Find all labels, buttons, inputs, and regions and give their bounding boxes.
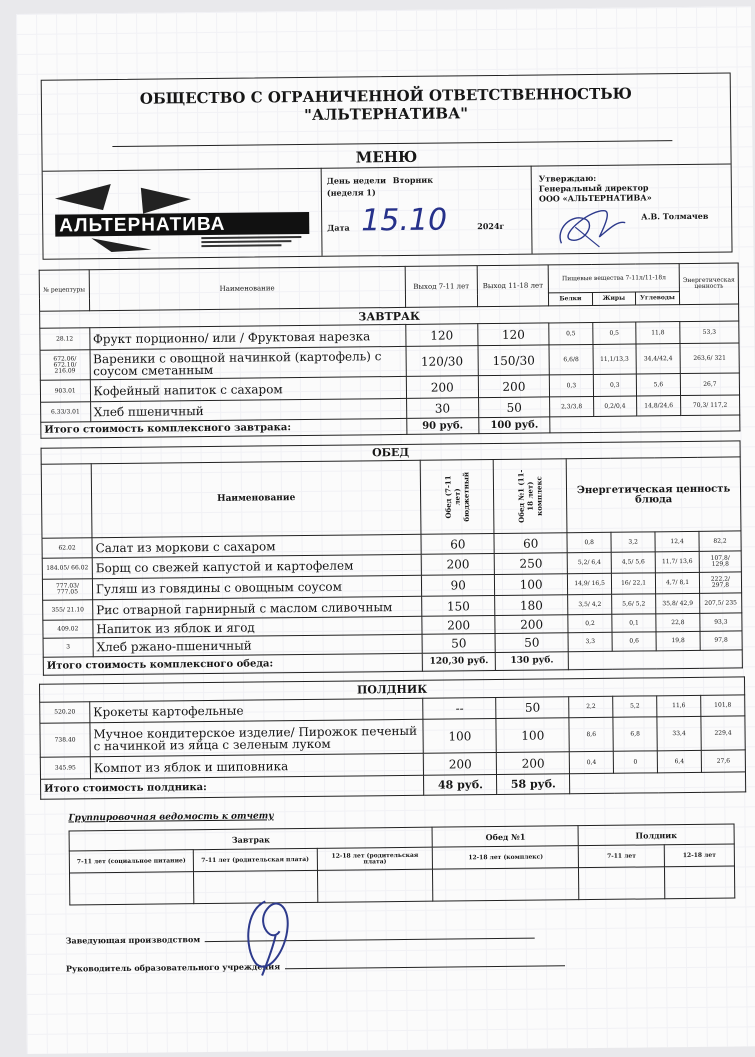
- energy: 263,6/ 321: [680, 343, 739, 374]
- year-value: 2024г: [477, 220, 505, 232]
- organization-name: [42, 84, 730, 127]
- group-snack: Полдник: [578, 824, 734, 846]
- approve-line-3: ООО «АЛЬТЕРНАТИВА»: [538, 192, 652, 204]
- proteins: 0,8: [567, 532, 611, 552]
- output-11-18: 50: [495, 633, 568, 653]
- proteins: 0,2: [568, 614, 612, 632]
- signature-underline: [285, 965, 565, 969]
- col-energy: Энергетическая ценность: [679, 263, 738, 305]
- carbs: 11,6: [657, 695, 701, 716]
- col-report-5: 7-11 лет: [578, 845, 664, 868]
- energy: 26,7: [680, 373, 739, 396]
- col-output-11-18: Выход 11-18 лет: [477, 265, 549, 307]
- date-label: Дата: [327, 222, 350, 233]
- dish-name: Хлеб пшеничный: [90, 398, 407, 421]
- carbs: 34,4/42,4: [636, 344, 680, 374]
- dish-name: Крокеты картофельные: [90, 698, 424, 722]
- output-7-11: 90: [422, 575, 495, 597]
- col-report-4: 12-18 лет (комплекс): [433, 846, 579, 870]
- approve-line-1: Утверждаю:: [538, 172, 597, 184]
- energy: 229,4: [701, 716, 745, 750]
- recipe-code: 3: [43, 638, 93, 658]
- output-7-11: 100: [423, 719, 496, 754]
- col-energy: Энергетическая ценность блюда: [566, 457, 741, 533]
- carbs: 11,8: [636, 322, 680, 344]
- col-report-3: 12-18 лет (родительская плата): [317, 847, 433, 870]
- output-11-18: 200: [495, 615, 568, 634]
- dish-name: Борщ со свежей капустой и картофелем: [92, 554, 421, 578]
- output-11-18: 100: [496, 718, 569, 753]
- col-name: Наименование: [91, 460, 421, 537]
- output-11-18: 250: [494, 553, 567, 575]
- divider: [531, 166, 533, 254]
- col-carbs: Углеводы: [636, 292, 680, 305]
- recipe-code: 520.20: [40, 702, 90, 724]
- page-title: МЕНЮ: [355, 147, 418, 167]
- section-breakfast: ЗАВТРАК: [40, 304, 739, 328]
- empty-cell: [568, 650, 742, 670]
- report-title: Группировочная ведомость к отчету: [68, 811, 274, 824]
- energy: 82,2: [699, 531, 741, 551]
- output-7-11: 60: [421, 534, 494, 555]
- dish-name: Фрукт порционно/ или / Фруктовая нарезка: [89, 324, 406, 349]
- total-11-18: 58 руб.: [497, 774, 570, 795]
- output-11-18: 200: [478, 375, 550, 398]
- proteins: 6,6/8: [549, 344, 592, 374]
- director-name: А.В. Толмачев: [641, 210, 709, 222]
- carbs: 4,7/ 8,1: [655, 572, 699, 593]
- recipe-code: 355/ 21.10: [43, 600, 93, 621]
- carbs: 35,8/ 42,9: [656, 593, 700, 613]
- recipe-code: 409.02: [43, 620, 93, 639]
- col-report-2: 7-11 лет (родительская плата): [193, 848, 317, 871]
- empty-cell: [69, 872, 193, 905]
- dish-name: Салат из моркови с сахаром: [92, 534, 421, 557]
- fats: 0,3: [593, 374, 637, 396]
- energy: 53,3: [680, 321, 739, 344]
- report-table: [69, 824, 736, 906]
- menu-document: [16, 6, 755, 1054]
- fats: 16/ 22,1: [611, 573, 655, 594]
- output-7-11: 50: [422, 634, 495, 654]
- fats: 0,1: [612, 614, 656, 632]
- energy: 207,5/ 235: [700, 593, 742, 613]
- fats: 0,5: [592, 322, 636, 344]
- recipe-code: 6.33/3.01: [41, 402, 91, 423]
- section-lunch: ОБЕД: [41, 441, 740, 464]
- fats: 4,5/ 5,6: [611, 552, 655, 573]
- dish-name: Мучное кондитерское изделие/ Пирожок печеный с начинкой из яйца с зеленым луком: [90, 719, 424, 756]
- output-11-18: 200: [497, 752, 570, 775]
- week-value: (неделя 1): [326, 187, 376, 198]
- output-11-18: 50: [478, 397, 550, 418]
- total-7-11: 48 руб.: [424, 775, 497, 796]
- output-11-18: 100: [495, 574, 568, 596]
- org-line-1: ОБЩЕСТВО С ОГРАНИЧЕННОЙ ОТВЕТСТВЕННОСТЬЮ: [139, 84, 632, 108]
- carbs: 22,8: [656, 613, 700, 631]
- section-snack: ПОЛДНИК: [40, 677, 745, 702]
- fats: 5,6/ 5,2: [612, 594, 656, 614]
- output-7-11: 120/30: [406, 346, 478, 377]
- manager-label: Заведующая производством: [65, 934, 201, 946]
- table-row: [69, 866, 734, 905]
- carbs: 19,8: [656, 631, 700, 650]
- energy: 27,6: [701, 750, 745, 772]
- day-of-week: [327, 175, 433, 186]
- output-7-11: 200: [422, 616, 495, 635]
- group-lunch: Обед №1: [433, 826, 579, 848]
- output-7-11: 120: [406, 324, 478, 347]
- fats: 5,2: [613, 696, 657, 717]
- recipe-code: 777.03/ 777.05: [42, 579, 92, 601]
- org-line-2: "АЛЬТЕРНАТИВА": [303, 104, 469, 124]
- output-7-11: 200: [406, 376, 478, 399]
- divider: [321, 168, 323, 256]
- dish-name: Рис отварной гарнирный с маслом сливочным: [93, 596, 422, 619]
- carbs: 5,6: [636, 374, 680, 396]
- output-11-18: 150/30: [478, 345, 550, 376]
- dish-name: Вареники с овощной начинкой (картофель) с соусом сметанным: [90, 346, 407, 379]
- col-fats: Жиры: [592, 292, 636, 305]
- fats: 0,2/0,4: [593, 396, 637, 416]
- breakfast-table: [39, 262, 741, 438]
- empty-cell: [665, 866, 735, 899]
- group-breakfast: Завтрак: [69, 827, 433, 851]
- energy: 97,8: [700, 631, 742, 650]
- total-label: Итого стоимость полдника:: [41, 775, 425, 799]
- output-11-18: 60: [494, 533, 567, 554]
- output-11-18: 120: [477, 323, 549, 346]
- carbs: 33,4: [657, 716, 701, 750]
- empty-cell: [433, 868, 579, 902]
- output-7-11: 200: [421, 554, 494, 576]
- day-value: Вторник: [392, 174, 434, 186]
- empty-cell: [41, 464, 92, 539]
- col-name: Наименование: [89, 266, 406, 310]
- lunch-table: [41, 440, 743, 675]
- carbs: 11,7/ 13,6: [655, 551, 699, 572]
- col-nutrients: Пищевые вещества 7-11л/11-18л: [549, 264, 680, 293]
- dish-name: Напиток из яблок и ягод: [93, 616, 422, 637]
- carbs: 14,8/24,6: [637, 396, 681, 416]
- col-proteins: Белки: [549, 292, 592, 305]
- total-7-11: 120,30 руб.: [422, 653, 495, 672]
- empty-cell: [570, 772, 746, 794]
- fats: 0,6: [612, 632, 656, 651]
- output-7-11: 150: [422, 596, 495, 617]
- total-11-18: 130 руб.: [495, 652, 568, 671]
- recipe-code: 738.40: [40, 723, 90, 758]
- col-report-1: 7-11 лет (социальное питание): [69, 850, 193, 873]
- proteins: 2,3/3,8: [550, 396, 593, 416]
- recipe-code: 672.06/ 672.10/ 216.09: [40, 350, 90, 381]
- carbs: 12,4: [655, 531, 699, 551]
- total-7-11: 90 руб.: [407, 418, 479, 435]
- output-11-18: 180: [495, 595, 568, 616]
- recipe-code: 62.02: [42, 538, 92, 559]
- recipe-code: 184.05/ 66.02: [42, 558, 92, 580]
- proteins: 14,9/ 16,5: [568, 573, 612, 594]
- energy: 93,3: [700, 613, 742, 631]
- table-header-row: [41, 457, 741, 538]
- director-signature: [551, 199, 632, 252]
- output-7-11: --: [423, 698, 496, 720]
- col-output-7-11: Выход 7-11 лет: [405, 266, 477, 308]
- fats: 0: [613, 751, 657, 773]
- col-recipe-number: № рецептуры: [39, 270, 89, 312]
- empty-cell: [579, 867, 665, 900]
- recipe-code: 28.12: [40, 328, 90, 351]
- document-header: [41, 73, 733, 260]
- proteins: 0,5: [549, 322, 592, 344]
- output-11-18: 50: [496, 697, 569, 719]
- total-label: Итого стоимость комплексного обеда:: [43, 653, 422, 675]
- manager-signature: [225, 891, 316, 982]
- company-logo: [51, 178, 314, 255]
- proteins: 5,2/ 6,4: [567, 552, 611, 573]
- total-label: Итого стоимость комплексного завтрака:: [41, 418, 407, 438]
- dish-name: Хлеб ржано-пшеничный: [93, 634, 422, 656]
- fats: 3,2: [611, 532, 655, 552]
- col-lunch-7-11: Обед (7-11 лет) бюджетный: [443, 471, 472, 522]
- energy: 222,2/ 297,8: [699, 572, 741, 593]
- col-report-6: 12-18 лет: [664, 844, 734, 867]
- empty-cell: [550, 415, 740, 433]
- proteins: 3,5/ 4,2: [568, 594, 612, 614]
- recipe-code: 903.01: [40, 380, 90, 403]
- col-lunch-11-18: Обед №1 (11-18 лет) комплекс: [516, 469, 544, 523]
- proteins: 8,6: [569, 717, 613, 751]
- carbs: 6,4: [657, 750, 701, 772]
- total-11-18: 100 руб.: [478, 417, 550, 434]
- output-7-11: 200: [424, 753, 497, 776]
- proteins: 3,3: [568, 632, 612, 651]
- output-7-11: 30: [407, 398, 479, 419]
- dish-name: Кофейный напиток с сахаром: [90, 376, 407, 401]
- dish-name: Гуляш из говядины с овощным соусом: [92, 575, 421, 599]
- logo-text: АЛЬТЕРНАТИВА: [59, 213, 226, 237]
- recipe-code: 345.95: [40, 757, 90, 780]
- energy: 107,8/ 129,8: [699, 551, 741, 572]
- energy: 101,8: [701, 695, 745, 716]
- approve-line-2: Генеральный директор: [538, 182, 649, 194]
- director-label: Руководитель образовательного учреждения: [65, 961, 281, 974]
- dish-name: Компот из яблок и шиповника: [90, 753, 424, 778]
- fats: 6,8: [613, 717, 657, 751]
- day-label: День недели: [326, 175, 387, 186]
- proteins: 2,2: [569, 696, 613, 717]
- fats: 11,1/13,3: [593, 344, 637, 374]
- snack-table: [39, 676, 746, 799]
- date-value: 15.10: [361, 202, 448, 239]
- proteins: 0,4: [569, 751, 613, 773]
- proteins: 0,3: [550, 374, 593, 396]
- energy: 70,3/ 117,2: [681, 395, 740, 416]
- empty-cell: [317, 869, 433, 902]
